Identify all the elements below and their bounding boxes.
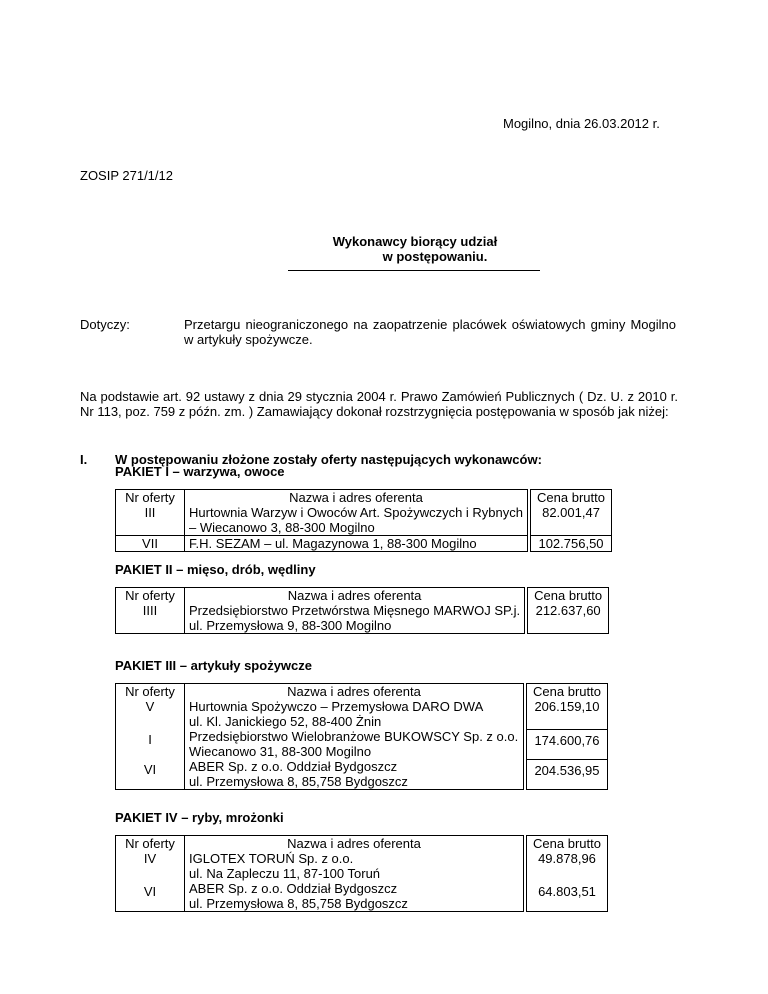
offer-no: V: [116, 699, 185, 729]
table-header-row: [116, 684, 608, 700]
header-name: Nazwa i adres oferenta: [185, 490, 528, 506]
header-name: Nazwa i adres oferenta: [185, 588, 525, 604]
header-offer-no: Nr oferty: [116, 490, 185, 506]
subject-text: Przetargu nieograniczonego na zaopatrzenie placówek oświatowych gminy Mogilno w artykuły spożywcze.: [184, 317, 676, 347]
package-1-title: PAKIET I – warzywa, owoce: [115, 464, 285, 479]
package-3-title: PAKIET III – artykuły spożywcze: [115, 658, 312, 673]
offeror: ABER Sp. z o.o. Oddział Bydgoszcz ul. Przemysłowa 8, 85,758 Bydgoszcz: [185, 759, 524, 790]
reference-number: ZOSIP 271/1/12: [80, 168, 173, 183]
header-offer-no: Nr oferty: [116, 588, 185, 604]
recipient-line-1: Wykonawcy biorący udział: [332, 234, 498, 249]
offeror: Przedsiębiorstwo Przetwórstwa Mięsnego MARWOJ SP.j. ul. Przemysłowa 9, 88-300 Mogilno: [185, 603, 525, 634]
package-2-table: [115, 587, 609, 634]
table-row: [116, 851, 608, 881]
header-offer-no: Nr oferty: [116, 836, 185, 852]
price: 49.878,96: [527, 851, 608, 881]
header-price: Cena brutto: [527, 684, 608, 700]
table-header-row: [116, 836, 608, 852]
header-name: Nazwa i adres oferenta: [185, 684, 524, 700]
package-4-table: [115, 835, 608, 912]
table-row: [116, 759, 608, 790]
header-price: Cena brutto: [527, 836, 608, 852]
offer-no: VI: [116, 881, 185, 912]
offeror: IGLOTEX TORUŃ Sp. z o.o. ul. Na Zapleczu 11, 87-100 Toruń: [185, 851, 524, 881]
recipient-line-2: w postępowaniu.: [382, 249, 488, 264]
offer-no: I: [116, 729, 185, 759]
offeror: F.H. SEZAM – ul. Magazynowa 1, 88-300 Mogilno: [185, 536, 528, 552]
package-3-table: [115, 683, 608, 790]
offer-no: VI: [116, 759, 185, 790]
table-row: [116, 536, 612, 552]
price: 204.536,95: [527, 759, 608, 790]
offer-no: IIII: [116, 603, 185, 634]
price: 174.600,76: [527, 729, 608, 759]
offer-no: IV: [116, 851, 185, 881]
price: 206.159,10: [527, 699, 608, 729]
package-4-title: PAKIET IV – ryby, mrożonki: [115, 810, 284, 825]
table-header-row: [116, 490, 612, 506]
legal-basis-paragraph: Na podstawie art. 92 ustawy z dnia 29 stycznia 2004 r. Prawo Zamówień Publicznych ( Dz. U. z 2010 r. Nr 113, poz. 759 z późn. zm. ) Zamawiający dokonał rozstrzygnięcia postępowania w sposób jak niżej:: [80, 389, 678, 419]
recipient-block: [290, 234, 540, 264]
section-title: W postępowaniu złożone zostały oferty następujących wykonawców:: [115, 452, 542, 467]
header-price: Cena brutto: [528, 588, 609, 604]
subject-label: Dotyczy:: [80, 317, 130, 332]
table-row: [116, 505, 612, 536]
offer-no: VII: [116, 536, 185, 552]
table-row: [116, 729, 608, 759]
document-date: Mogilno, dnia 26.03.2012 r.: [503, 116, 660, 131]
package-2-title: PAKIET II – mięso, drób, wędliny: [115, 562, 316, 577]
header-offer-no: Nr oferty: [116, 684, 185, 700]
table-row: [116, 699, 608, 729]
offeror: Hurtownia Warzyw i Owoców Art. Spożywczych i Rybnych – Wiecanowo 3, 88-300 Mogilno: [185, 505, 528, 536]
offer-no: III: [116, 505, 185, 536]
recipient-underline: [288, 270, 540, 271]
header-name: Nazwa i adres oferenta: [185, 836, 524, 852]
offeror: Przedsiębiorstwo Wielobranżowe BUKOWSCY Sp. z o.o. Wiecanowo 31, 88-300 Mogilno: [185, 729, 524, 759]
price: 82.001,47: [531, 505, 612, 536]
package-1-table: [115, 489, 612, 552]
price: 64.803,51: [527, 881, 608, 912]
price: 102.756,50: [531, 536, 612, 552]
table-row: [116, 881, 608, 912]
offeror: Hurtownia Spożywczo – Przemysłowa DARO DWA ul. Kl. Janickiego 52, 88-400 Żnin: [185, 699, 524, 729]
section-number: I.: [80, 452, 88, 467]
table-row: [116, 603, 609, 634]
table-header-row: [116, 588, 609, 604]
offeror: ABER Sp. z o.o. Oddział Bydgoszcz ul. Przemysłowa 8, 85,758 Bydgoszcz: [185, 881, 524, 912]
header-price: Cena brutto: [531, 490, 612, 506]
price: 212.637,60: [528, 603, 609, 634]
